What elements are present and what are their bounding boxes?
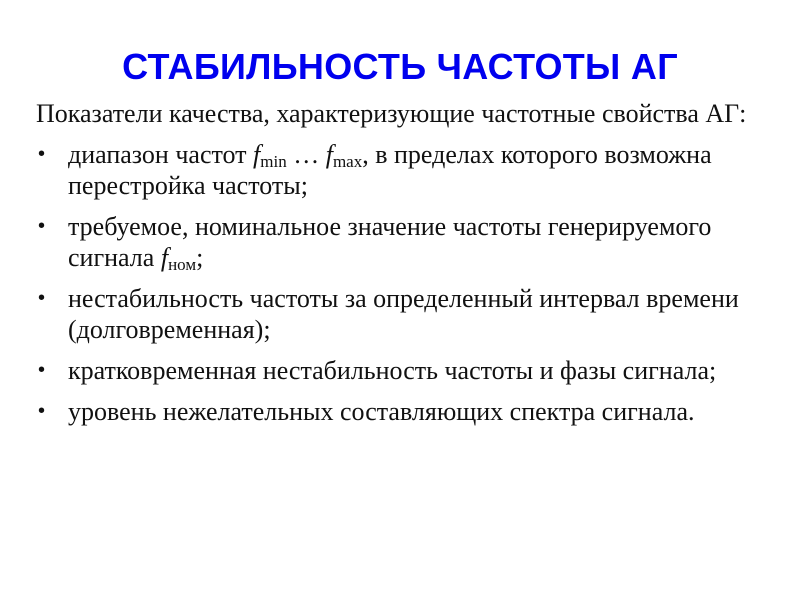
f-symbol: f: [325, 140, 333, 169]
bullet-icon: •: [38, 287, 46, 309]
bullet-icon: •: [38, 400, 46, 422]
item-text: кратковременная нестабильность частоты и фазы сигнала;: [68, 356, 717, 385]
intro-text: Показатели качества, характеризующие частотные свойства АГ:: [36, 99, 747, 128]
item-text-pre: диапазон частот: [68, 140, 254, 169]
item-text-pre: требуемое, номинальное значение частоты генерируемого сигнала: [68, 212, 712, 272]
subscript-min: min: [260, 152, 287, 171]
item-text: нестабильность частоты за определенный интервал времени (долговременная);: [68, 284, 739, 344]
item-text-mid: …: [286, 140, 326, 169]
list-item-long-term-instability: [36, 283, 776, 345]
list-item-short-term-instability: [36, 355, 776, 386]
slide-body: [36, 98, 776, 437]
item-text-post: , в пределах которого возможна перестройка частоты;: [68, 140, 712, 200]
list-item-nominal-frequency: [36, 211, 776, 273]
bullet-icon: •: [38, 143, 46, 165]
bullet-icon: •: [38, 359, 46, 381]
bullet-icon: •: [38, 215, 46, 237]
bullet-list: [36, 139, 776, 427]
slide-title: СТАБИЛЬНОСТЬ ЧАСТОТЫ АГ: [122, 46, 678, 87]
subscript-max: max: [332, 152, 363, 171]
item-text-post: ;: [196, 243, 204, 272]
f-symbol: f: [253, 140, 261, 169]
subscript-nom: ном: [168, 255, 197, 274]
list-item-spurious-components: [36, 396, 776, 427]
f-symbol: f: [160, 243, 169, 272]
item-text: уровень нежелательных составляющих спектра сигнала.: [68, 397, 695, 426]
list-item-frequency-range: [36, 139, 776, 201]
